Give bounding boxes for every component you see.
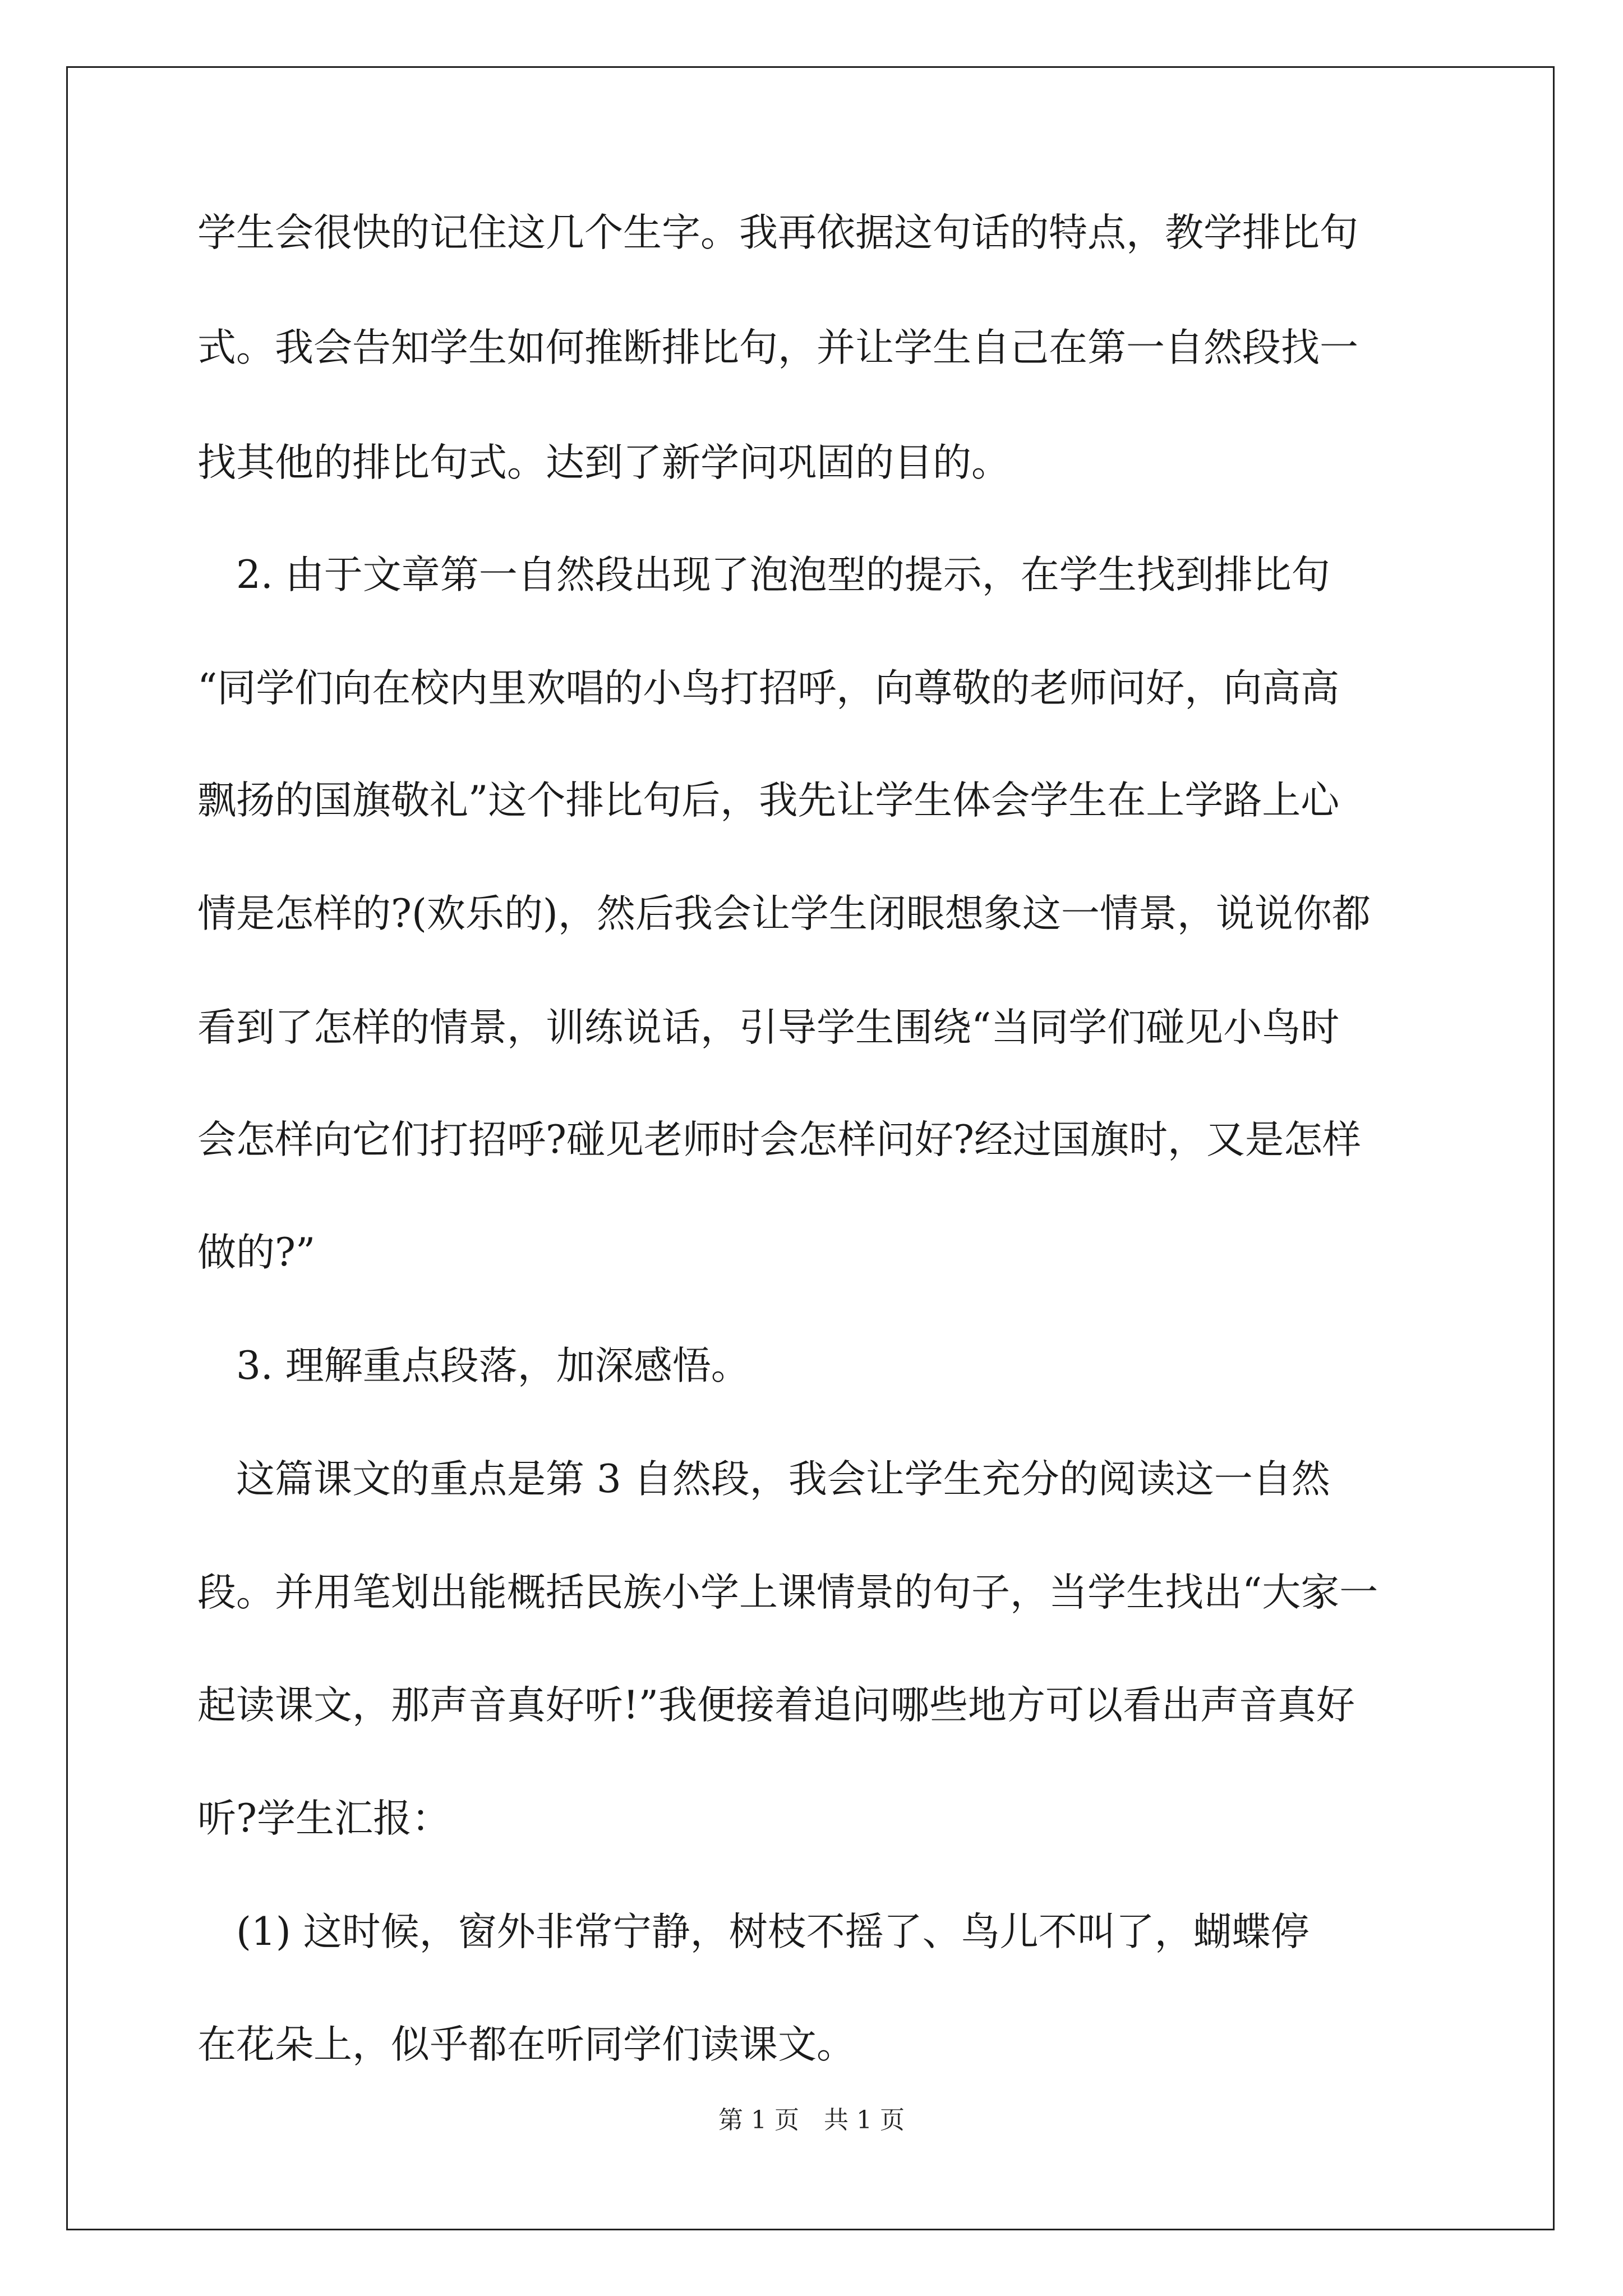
text-line: “同学们向在校内里欢唱的小鸟打招呼，向尊敬的老师问好，向高高 (197, 666, 1340, 711)
text-line: 式。我会告知学生如何推断排比句，并让学生自己在第一自然段找一 (197, 325, 1358, 370)
text-line: 3. 理解重点段落，加深感悟。 (197, 1343, 750, 1388)
text-line: 听?学生汇报： (197, 1796, 450, 1841)
text-line: 段。并用笔划出能概括民族小学上课情景的句子，当学生找出“大家一 (197, 1570, 1378, 1615)
page-number: 第 1 页 共 1 页 (718, 2106, 905, 2134)
text-line: 找其他的排比句式。达到了新学问巩固的目的。 (197, 440, 1010, 485)
text-line: 这篇课文的重点是第 3 自然段，我会让学生充分的阅读这一自然 (197, 1457, 1330, 1502)
text-line: 在花朵上，似乎都在听同学们读课文。 (197, 2022, 855, 2067)
text-line: 会怎样向它们打招呼?碰见老师时会怎样问好?经过国旗时，又是怎样 (197, 1117, 1361, 1162)
text-line: (1) 这时候，窗外非常宁静，树枝不摇了、鸟儿不叫了，蝴蝶停 (197, 1910, 1310, 1954)
text-line: 情是怎样的?(欢乐的)，然后我会让学生闭眼想象这一情景，说说你都 (197, 891, 1371, 936)
text-line: 2. 由于文章第一自然段出现了泡泡型的提示，在学生找到排比句 (197, 553, 1330, 597)
text-line: 学生会很快的记住这几个生字。我再依据这句话的特点，教学排比句 (197, 210, 1358, 255)
text-line: 飘扬的国旗敬礼”这个排比句后，我先让学生体会学生在上学路上心 (197, 778, 1340, 823)
text-line: 看到了怎样的情景，训练说话，引导学生围绕“当同学们碰见小鸟时 (197, 1005, 1340, 1050)
text-line: 做的?” (197, 1230, 316, 1275)
text-line: 起读课文，那声音真好听!”我便接着追问哪些地方可以看出声音真好 (197, 1683, 1355, 1728)
